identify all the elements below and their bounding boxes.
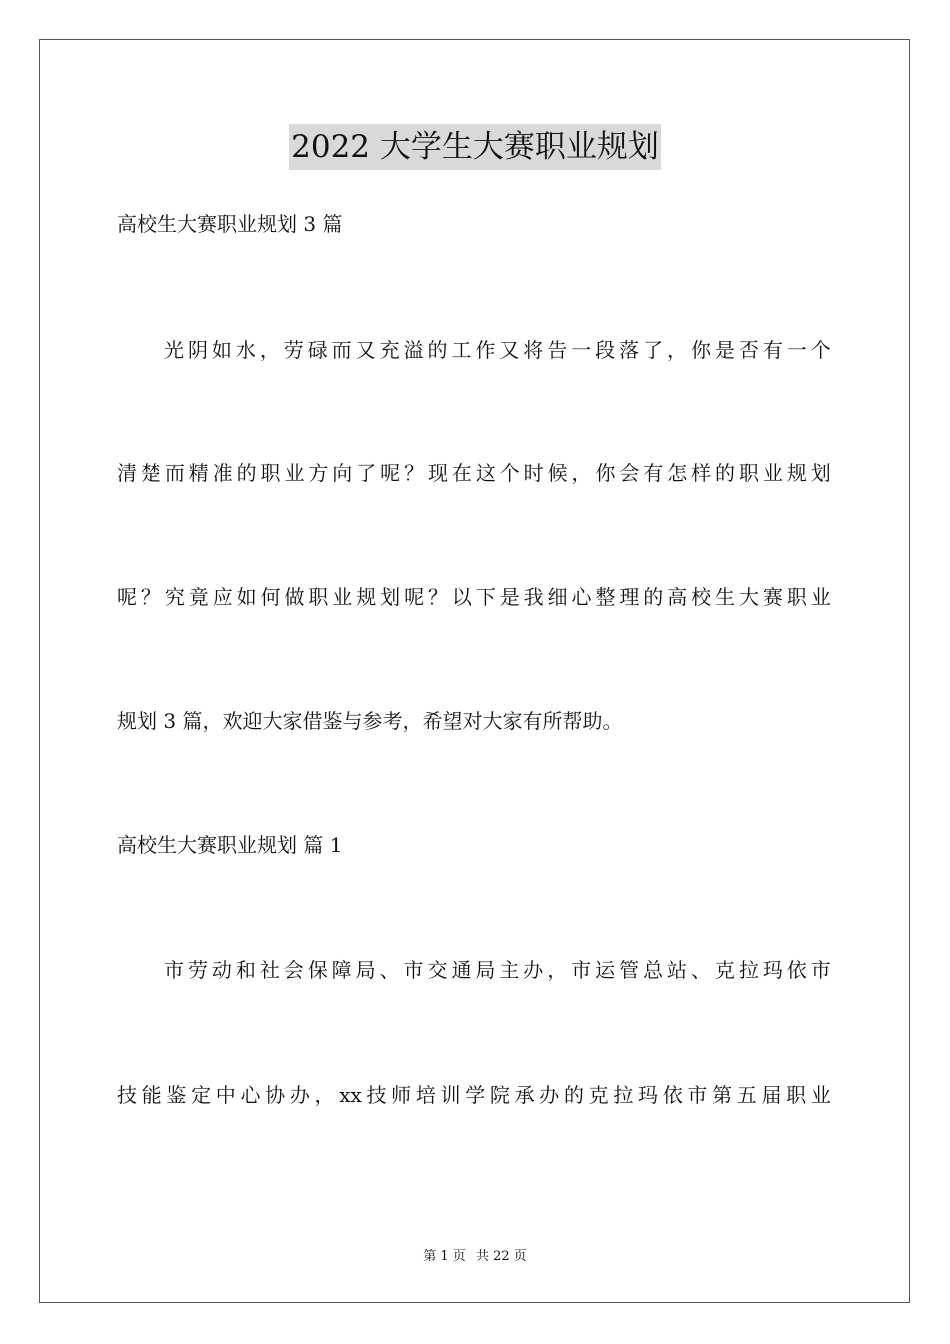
page-footer — [0, 1248, 950, 1266]
intro-line-2: 清 楚 而 精 准 的 职 业 方 向 了 呢 ？ 现 在 这 个 时 候 ， 你 会 有 怎 样 的 职 业 规 划 — [117, 461, 831, 485]
section1-heading: 高校生大赛职业规划 篇 1 — [117, 833, 343, 857]
intro-line-1: 光 阴 如 水 ， 劳 碌 而 又 充 溢 的 工 作 又 将 告 一 段 落 了 ， 你 是 否 有 一 个 — [164, 338, 831, 362]
intro-line-3: 呢 ？ 究 竟 应 如 何 做 职 业 规 划 呢 ？ 以 下 是 我 细 心 整 理 的 高 校 生 大 赛 职 业 — [117, 585, 831, 609]
document-title: 2022 大学生大赛职业规划 — [289, 124, 661, 170]
page-total: 共 22 页 — [475, 1249, 527, 1264]
page-number: 第 1 页 — [423, 1249, 466, 1264]
section1-line-1: 市 劳 动 和 社 会 保 障 局 、 市 交 通 局 主 办 ， 市 运 管 总 站 、 克 拉 玛 依 市 — [164, 958, 831, 982]
document-subtitle: 高校生大赛职业规划 3 篇 — [117, 212, 343, 236]
title-container — [0, 124, 950, 170]
intro-line-4: 规划 3 篇，欢迎大家借鉴与参考，希望对大家有所帮助。 — [117, 709, 623, 733]
section1-line-2: 技 能 鉴 定 中 心 协 办 ， xx 技 师 培 训 学 院 承 办 的 克 拉 玛 依 市 第 五 届 职 业 — [117, 1083, 831, 1107]
